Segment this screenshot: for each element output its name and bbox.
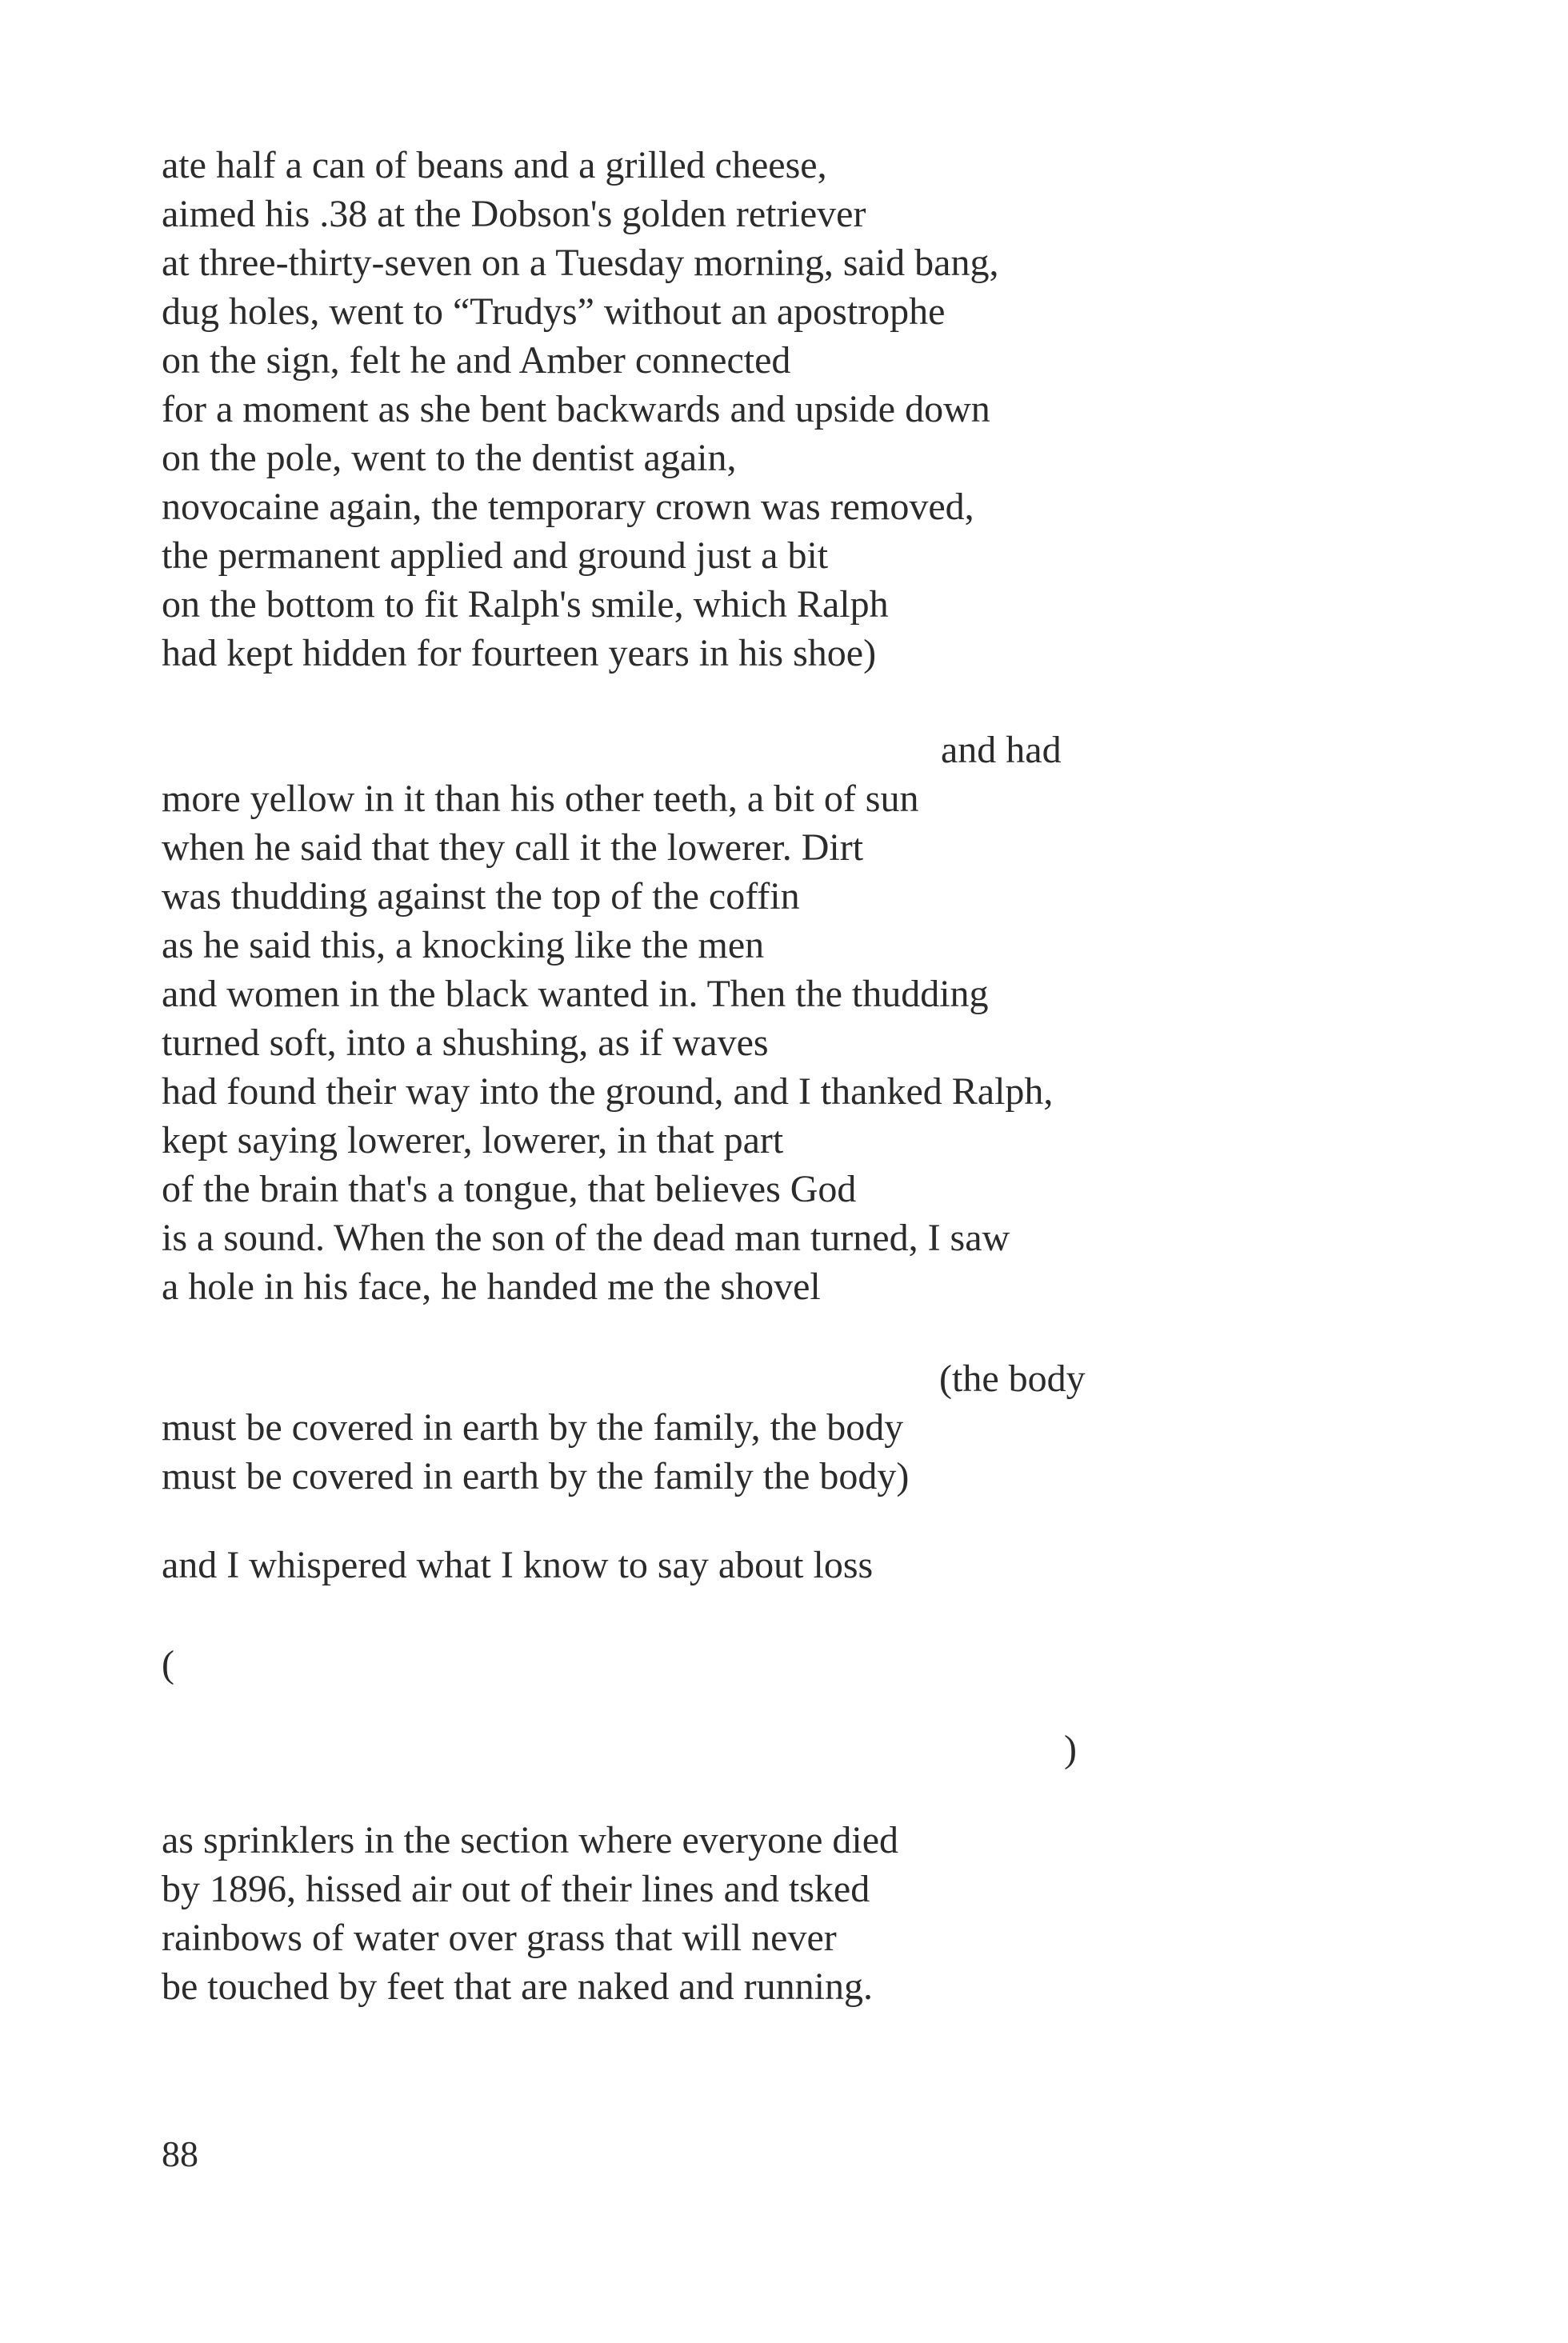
- poem-line: dug holes, went to “Trudys” without an apostrophe: [162, 290, 946, 333]
- poem-line: the permanent applied and ground just a bit: [162, 534, 829, 577]
- stanza-1: [162, 141, 998, 678]
- poem-line: novocaine again, the temporary crown was removed,: [162, 486, 974, 528]
- poem-line: as sprinklers in the section where everyone died: [162, 1819, 899, 1861]
- poem-line: was thudding against the top of the coffin: [162, 875, 800, 918]
- poem-line: for a moment as she bent backwards and upside down: [162, 388, 990, 430]
- poem-line: is a sound. When the son of the dead man turned, I saw: [162, 1217, 1010, 1259]
- poem-line: had found their way into the ground, and I thanked Ralph,: [162, 1070, 1054, 1113]
- poem-line-indented: and had: [941, 729, 1062, 771]
- stanza-2: [162, 774, 1053, 1311]
- open-parenthesis: (: [162, 1643, 174, 1685]
- poem-line: on the bottom to fit Ralph's smile, which Ralph: [162, 583, 889, 626]
- stanza-5: [162, 1816, 898, 2011]
- poem-line: had kept hidden for fourteen years in his shoe): [162, 632, 877, 674]
- poem-line-indented: (the body: [939, 1357, 1086, 1400]
- poem-line: by 1896, hissed air out of their lines and tsked: [162, 1868, 870, 1910]
- poem-line: and I whispered what I know to say about loss: [162, 1544, 874, 1586]
- poem-line: as he said this, a knocking like the men: [162, 924, 765, 966]
- poem-line: and women in the black wanted in. Then the thudding: [162, 973, 989, 1015]
- poem-line: ate half a can of beans and a grilled cheese,: [162, 144, 827, 186]
- poem-line: more yellow in it than his other teeth, a bit of sun: [162, 778, 919, 820]
- close-parenthesis: ): [1064, 1728, 1077, 1770]
- poem-line: must be covered in earth by the family the body): [162, 1455, 910, 1497]
- poem-line: a hole in his face, he handed me the shovel: [162, 1265, 821, 1308]
- page-number: 88: [162, 2133, 198, 2174]
- poem-line: at three-thirty-seven on a Tuesday morning, said bang,: [162, 242, 999, 284]
- poem-line: must be covered in earth by the family, the body: [162, 1406, 904, 1449]
- poem-line: be touched by feet that are naked and running.: [162, 1965, 873, 2008]
- poem-line: when he said that they call it the lowerer. Dirt: [162, 826, 864, 869]
- poem-line: rainbows of water over grass that will never: [162, 1917, 837, 1959]
- poem-line: on the sign, felt he and Amber connected: [162, 339, 791, 382]
- poem-line: kept saying lowerer, lowerer, in that part: [162, 1119, 784, 1162]
- poem-line: aimed his .38 at the Dobson's golden retriever: [162, 193, 866, 235]
- poem-line: of the brain that's a tongue, that believes God: [162, 1168, 857, 1210]
- poem-line: turned soft, into a shushing, as if waves: [162, 1022, 769, 1064]
- stanza-4: [162, 1541, 873, 1589]
- poem-line: on the pole, went to the dentist again,: [162, 437, 737, 479]
- stanza-3: [162, 1403, 909, 1501]
